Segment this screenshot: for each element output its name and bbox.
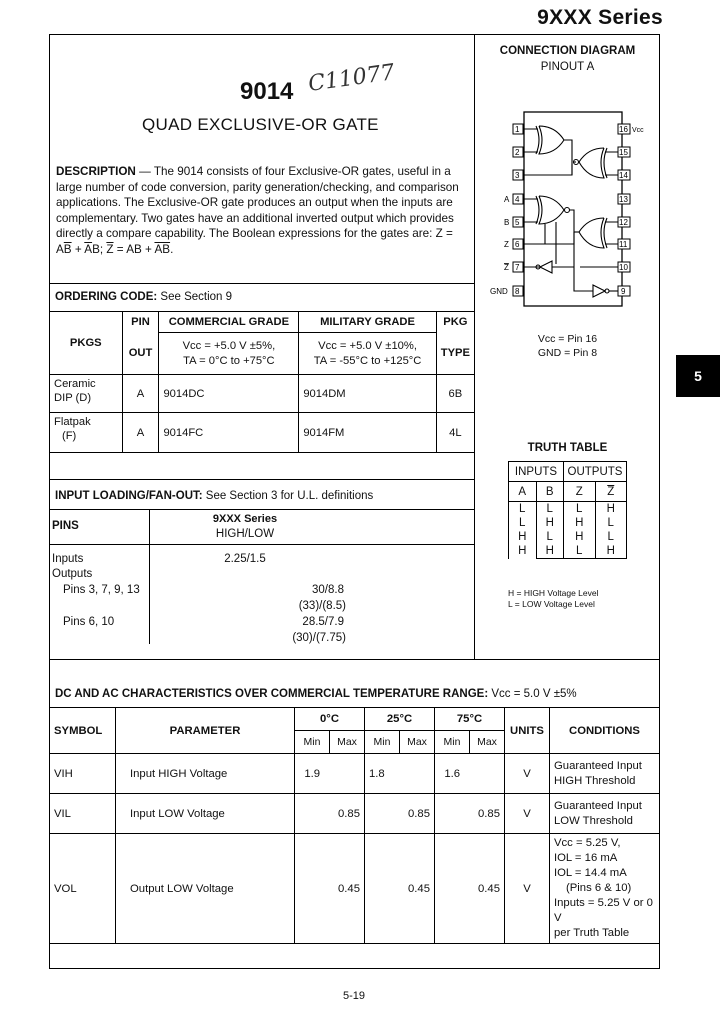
section-divider: [49, 479, 475, 480]
dc-sub-min: Min: [295, 731, 330, 754]
col-type: TYPE: [436, 333, 474, 375]
dc-parameter: Input HIGH Voltage: [116, 754, 295, 794]
truth-cell: L: [519, 503, 526, 516]
col-pkgs: PKGS: [50, 312, 123, 375]
pkg-type: 4L: [436, 413, 474, 453]
pkg-type: 6B: [436, 375, 474, 413]
dc-title-cond: Vcc = 5.0 V ±5%: [491, 688, 577, 700]
left-pins: [513, 124, 523, 296]
ordering-label: ORDERING CODE:: [55, 291, 158, 303]
military-cond: TA = -55°C to +125°C: [313, 354, 422, 367]
loading-val: (33)/(8.5): [298, 600, 346, 612]
table-row: [50, 834, 660, 944]
part-number: 9014: [240, 78, 294, 105]
pin-number: 15: [619, 148, 628, 157]
dc-value: 0.45: [330, 834, 365, 944]
connection-subtitle: PINOUT A: [540, 61, 595, 73]
pin-out: A: [122, 375, 159, 413]
description-text: $\overline{AB}$: [154, 242, 171, 256]
military-cond: Vcc = +5.0 V ±10%,: [318, 339, 417, 352]
dc-units: V: [505, 834, 550, 944]
dc-value: 1.9: [295, 754, 330, 794]
dc-condition: HIGH Threshold: [554, 774, 636, 787]
dc-col-temp: 25°C: [365, 708, 435, 731]
dc-value: 0.85: [470, 794, 505, 834]
section-divider: [49, 283, 475, 284]
description-text: $\overline{B}$: [63, 242, 72, 256]
dc-value: [365, 834, 400, 944]
truth-cell: L: [607, 517, 614, 529]
loading-col-hl: HIGH/LOW: [215, 528, 275, 540]
dc-heading: [55, 688, 577, 700]
dc-value: [330, 754, 365, 794]
dc-symbol: VIL: [50, 794, 116, 834]
connection-note: GND = Pin 8: [537, 347, 598, 359]
description-label: DESCRIPTION: [56, 165, 136, 178]
truth-cell: L: [546, 531, 553, 543]
dc-value: 0.85: [400, 794, 435, 834]
loading-heading: [55, 490, 373, 502]
truth-outputs-header: OUTPUTS: [564, 462, 627, 482]
ordering-table: [49, 311, 475, 453]
dc-value: 0.45: [470, 834, 505, 944]
device-title: QUAD EXCLUSIVE-OR GATE: [142, 115, 379, 134]
pin-label: Z: [504, 263, 509, 272]
description-paragraph: [56, 164, 466, 257]
description-text: $\overline{Z}$: [106, 242, 114, 256]
pin-number: 1: [515, 125, 520, 134]
pin-number: 13: [619, 195, 628, 204]
dc-value: [470, 754, 505, 794]
dc-symbol: VIH: [50, 754, 116, 794]
truth-cell: H: [545, 517, 554, 529]
table-row: [50, 413, 475, 453]
truth-inputs-header: INPUTS: [509, 462, 564, 482]
description-text: +: [71, 242, 85, 256]
pin-number: 5: [515, 218, 520, 227]
pkg-name: (F): [62, 430, 77, 442]
pin-number: 9: [621, 287, 626, 296]
pin-out: A: [122, 413, 159, 453]
pin-label: Z: [504, 240, 509, 249]
pkg-name: DIP (D): [54, 392, 92, 404]
loading-rule: [49, 544, 475, 545]
dc-col-units: UNITS: [505, 708, 550, 754]
handwritten-note: C11077: [306, 60, 397, 97]
pin-number: 16: [619, 125, 628, 134]
dc-sub-min: Min: [365, 731, 400, 754]
dc-value: 0.85: [330, 794, 365, 834]
pin-label: A: [504, 195, 510, 204]
description-text: $\overline{A}$: [84, 242, 93, 256]
dc-value: 0.45: [400, 834, 435, 944]
ordering-ref: See Section 9: [157, 291, 233, 303]
table-row: [50, 375, 475, 413]
loading-val: (30)/(7.75): [292, 632, 346, 644]
description-text: = AB +: [113, 242, 155, 256]
col-out: OUT: [122, 333, 159, 375]
col-pkg: PKG: [436, 312, 474, 333]
truth-cell: H: [575, 531, 584, 543]
military-code: 9014FM: [299, 413, 436, 453]
loading-label: INPUT LOADING/FAN-OUT:: [55, 490, 203, 502]
truth-table: [508, 461, 627, 559]
dc-units: V: [505, 754, 550, 794]
dc-col-conditions: CONDITIONS: [550, 708, 660, 754]
ordering-heading: [55, 291, 232, 303]
dc-condition: LOW Threshold: [554, 814, 633, 827]
dc-parameter: Input LOW Voltage: [116, 794, 295, 834]
vcc-label: Vcc: [632, 127, 644, 134]
dc-units: V: [505, 794, 550, 834]
dc-value: 1.8: [365, 754, 400, 794]
loading-col-pins: PINS: [52, 520, 79, 532]
connection-title: CONNECTION DIAGRAM: [499, 45, 636, 57]
truth-cell: H: [606, 545, 615, 557]
dc-sub-max: Max: [470, 731, 505, 754]
section-divider: [49, 659, 660, 660]
dc-value: [295, 834, 330, 944]
truth-col: A: [509, 482, 537, 502]
dc-value: [435, 834, 470, 944]
description-text: .: [170, 242, 174, 256]
truth-title: TRUTH TABLE: [527, 442, 608, 454]
table-row: [50, 794, 660, 834]
pin-number: 11: [619, 240, 628, 249]
truth-legend: L = LOW Voltage Level: [508, 599, 595, 609]
truth-cell: L: [546, 503, 553, 515]
dc-sub-max: Max: [400, 731, 435, 754]
truth-cell: H: [545, 545, 554, 557]
dc-table: [49, 707, 660, 944]
truth-col: Z: [564, 482, 596, 502]
loading-rule: [49, 509, 475, 510]
truth-cell: L: [576, 545, 583, 557]
table-row: [50, 754, 660, 794]
dc-condition: Vcc = 5.25 V,: [554, 837, 621, 849]
pin-number: 12: [619, 218, 628, 227]
dc-condition: Inputs = 5.25 V or 0 V: [554, 897, 653, 924]
pin-number: 14: [619, 171, 628, 180]
pinout-diagram: [480, 104, 650, 314]
commercial-cond: Vcc = +5.0 V ±5%,: [182, 339, 276, 352]
dc-col-symbol: SYMBOL: [50, 708, 116, 754]
dc-value: 1.6: [435, 754, 470, 794]
truth-cell: H: [518, 545, 527, 558]
truth-cell: L: [519, 517, 526, 530]
dc-condition: Guaranteed Input: [554, 759, 642, 772]
truth-cell: H: [606, 503, 615, 515]
section-tab-number: 5: [694, 368, 702, 384]
pin-number: 10: [619, 263, 628, 272]
dc-condition: IOL = 16 mA: [554, 852, 618, 864]
loading-ref: See Section 3 for U.L. definitions: [202, 490, 374, 502]
description-text: — The 9014 consists of four Exclusive-OR gates, useful in a large number of code conversion, parity generation/checking, and comparison applications. The Exclusive-OR gate produces an output when the inputs are complementary. Two gates have an additional inverted output which provides directly a compare capability. The Boolean expressions for the gates are: Z = A: [56, 165, 459, 256]
dc-col-temp: 75°C: [435, 708, 505, 731]
col-military: MILITARY GRADE: [299, 312, 436, 333]
connection-note: Vcc = Pin 16: [537, 333, 598, 345]
dc-parameter: Output LOW Voltage: [116, 834, 295, 944]
dc-symbol: VOL: [50, 834, 116, 944]
dc-value: [295, 794, 330, 834]
loading-inputs-val: 2.25/1.5: [224, 553, 266, 565]
dc-sub-min: Min: [435, 731, 470, 754]
military-code: 9014DM: [299, 375, 436, 413]
dc-condition: per Truth Table: [554, 927, 630, 939]
dc-title: DC AND AC CHARACTERISTICS OVER COMMERCIAL TEMPERATURE RANGE:: [55, 688, 489, 700]
pkg-name: Ceramic: [54, 378, 96, 390]
loading-pins: Pins 3, 7, 9, 13: [63, 584, 140, 596]
loading-val: 30/8.8: [312, 584, 344, 596]
pin-number: 4: [515, 195, 520, 204]
loading-outputs: Outputs: [52, 568, 93, 580]
commercial-cond: TA = 0°C to +75°C: [183, 354, 275, 367]
page-number: 5-19: [343, 990, 366, 1002]
dc-condition: Guaranteed Input: [554, 799, 642, 812]
truth-cell: H: [575, 517, 584, 529]
pkg-name: Flatpak: [54, 416, 91, 428]
truth-cell: H: [518, 531, 527, 544]
truth-cell: L: [607, 531, 614, 543]
col-commercial: COMMERCIAL GRADE: [159, 312, 299, 333]
dc-sub-max: Max: [330, 731, 365, 754]
loading-inputs: Inputs: [52, 553, 84, 565]
dc-condition: (Pins 6 & 10): [566, 882, 632, 894]
truth-cell: L: [576, 503, 583, 515]
loading-val: 28.5/7.9: [302, 616, 344, 628]
dc-value: [365, 794, 400, 834]
dc-value: [400, 754, 435, 794]
dc-value: [435, 794, 470, 834]
dc-condition: IOL = 14.4 mA: [554, 867, 627, 879]
commercial-code: 9014DC: [159, 375, 299, 413]
loading-pins: Pins 6, 10: [63, 616, 115, 628]
series-heading: 9XXX Series: [537, 6, 663, 29]
pin-number: 6: [515, 240, 520, 249]
pin-number: 7: [515, 263, 520, 272]
pin-label: B: [504, 218, 510, 227]
pin-number: 8: [515, 287, 520, 296]
description-text: B;: [92, 242, 107, 256]
loading-col-series: 9XXX Series: [212, 513, 278, 525]
commercial-code: 9014FC: [159, 413, 299, 453]
section-tab: [676, 355, 720, 397]
pin-number: 2: [515, 148, 520, 157]
pin-label: GND: [490, 287, 508, 296]
col-pin: PIN: [122, 312, 159, 333]
truth-col: B: [536, 482, 564, 502]
pin-number: 3: [515, 171, 520, 180]
dc-col-temp: 0°C: [295, 708, 365, 731]
truth-legend: H = HIGH Voltage Level: [508, 588, 599, 598]
truth-col: $\overline{Z}$: [595, 482, 627, 502]
dc-col-parameter: PARAMETER: [116, 708, 295, 754]
